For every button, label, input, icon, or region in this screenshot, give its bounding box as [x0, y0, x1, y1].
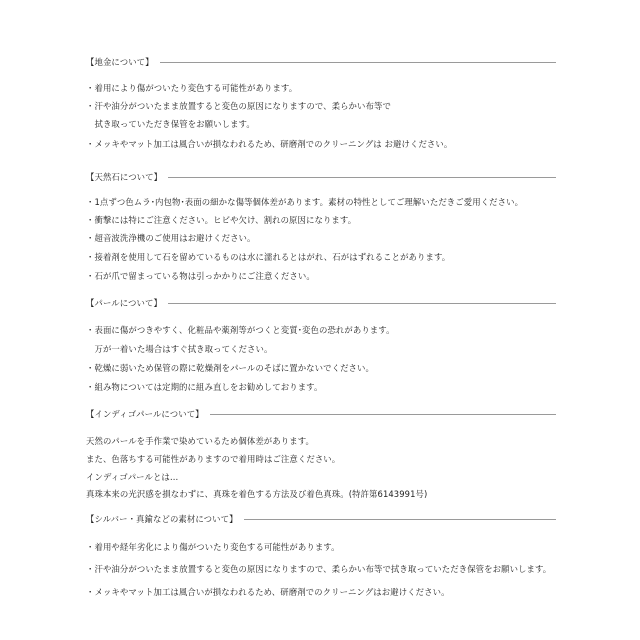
text-line: ・汗や油分がついたまま放置すると変色の原因になりますので、柔らかい布等で [86, 101, 391, 111]
text-line: ・衝撃には特にご注意ください。ヒビや欠け、割れの原因になります。 [86, 215, 357, 225]
text-line: ・1点ずつ色ムラ･内包物･表面の細かな傷等個体差があります。素材の特性としてご理解いただきご愛用ください。 [86, 197, 524, 207]
section-header [86, 512, 556, 526]
text-line: ・石が爪で留まっている物は引っかかりにご注意ください。 [86, 271, 315, 281]
section-natural-stone [86, 170, 556, 281]
section-title: 【地金について】 [86, 57, 154, 67]
section-pearl [86, 296, 556, 392]
text-line: 真珠本来の光沢感を損なわずに、真珠を着色する方法及び着色真珠。(特許第6143991号) [86, 489, 428, 499]
section-title: 【パールについて】 [86, 298, 162, 308]
section-divider [210, 414, 556, 415]
section-divider [168, 177, 556, 178]
section-metal [86, 55, 556, 149]
text-line: ・組み物については定期的に組み直しをお勧めしております。 [86, 382, 323, 392]
section-divider [160, 62, 556, 63]
text-line: ・接着剤を使用して石を留めているものは水に濡れるとはがれ、石がはずれることがあります。 [86, 252, 451, 262]
text-line: 天然のパールを手作業で染めているため個体差があります。 [86, 436, 314, 446]
section-header [86, 407, 556, 421]
text-line: ・着用や経年劣化により傷がついたり変色する可能性があります。 [86, 542, 340, 552]
section-header [86, 55, 556, 69]
section-silver-brass [86, 512, 556, 597]
section-header [86, 296, 556, 310]
text-line: ・汗や油分がついたまま放置すると変色の原因になりますので、柔らかい布等で拭き取っていただき保管をお願いします。 [86, 564, 552, 574]
section-header [86, 170, 556, 184]
section-title: 【天然石について】 [86, 172, 163, 182]
section-title: 【インディゴパールについて】 [86, 409, 204, 419]
section-indigo-pearl [86, 407, 556, 499]
section-title: 【シルバー・真鍮などの素材について】 [86, 514, 238, 524]
section-divider [244, 519, 556, 520]
text-line: ・着用により傷がついたり変色する可能性があります。 [86, 83, 298, 93]
text-line: ・メッキやマット加工は風合いが損なわれるため、研磨剤でのクリーニングはお避けください。 [86, 587, 450, 597]
text-line: 拭き取っていただき保管をお願いします。 [86, 119, 255, 129]
text-line: ・表面に傷がつきやすく、化粧品や薬剤等がつくと変質･変色の恐れがあります。 [86, 325, 395, 335]
text-line: ・乾燥に弱いため保管の際に乾燥剤をパールのそばに置かないでください。 [86, 363, 374, 373]
section-divider [168, 303, 556, 304]
text-line: ・メッキやマット加工は風合いが損なわれるため、研磨剤でのクリーニングは お避けください。 [86, 139, 453, 149]
text-line: また、色落ちする可能性がありますので着用時はご注意ください。 [86, 454, 341, 464]
text-line: ・超音波洗浄機のご使用はお避けください。 [86, 233, 256, 243]
text-line: 万が一着いた場合はすぐ拭き取ってください。 [86, 344, 273, 354]
text-line: インディゴパールとは… [86, 472, 179, 482]
